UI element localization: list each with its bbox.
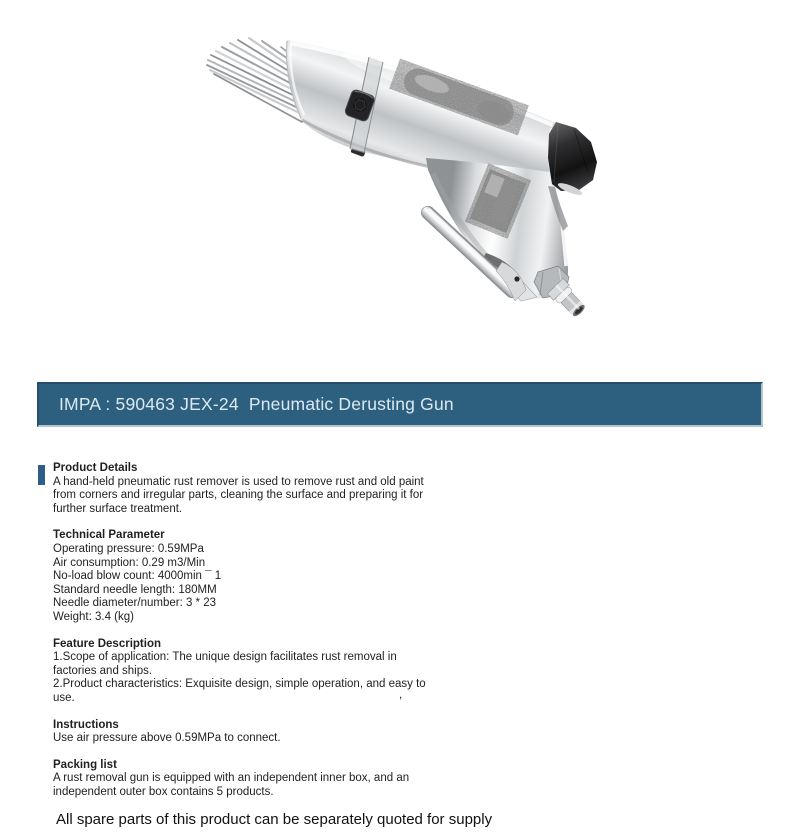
section-heading: Feature Description bbox=[53, 637, 161, 650]
section-heading: Packing list bbox=[53, 758, 117, 771]
section-line: Needle diameter/number: 3 * 23 bbox=[53, 597, 217, 610]
section-packing-list bbox=[53, 759, 453, 800]
section-instructions bbox=[53, 719, 453, 746]
section-line: from corners and irregular parts, cleaning the surface and preparing it for bbox=[53, 489, 424, 502]
section-line: Air consumption: 0.29 m3/Min bbox=[53, 556, 206, 569]
heading-accent-bar bbox=[38, 465, 45, 485]
section-line: Operating pressure: 0.59MPa bbox=[53, 542, 204, 555]
air-inlet-fitting bbox=[534, 266, 589, 321]
section-line: Standard needle length: 180MM bbox=[53, 583, 217, 596]
section-product-details bbox=[53, 462, 453, 516]
section-line: A hand-held pneumatic rust remover is used to remove rust and old paint bbox=[53, 475, 424, 488]
derusting-gun-photo bbox=[150, 10, 650, 370]
section-line: A rust removal gun is equipped with an independent inner box, and an bbox=[53, 772, 410, 785]
stray-mark: , bbox=[399, 689, 403, 701]
product-description bbox=[53, 462, 453, 812]
section-line: Use air pressure above 0.59MPa to connect. bbox=[53, 732, 281, 745]
barrel bbox=[287, 40, 560, 185]
product-image bbox=[150, 10, 650, 370]
section-line: 2.Product characteristics: Exquisite design, simple operation, and easy to bbox=[53, 678, 426, 691]
section-heading: Product Details bbox=[53, 462, 138, 474]
rear-cap bbox=[548, 122, 597, 197]
section-heading: Technical Parameter bbox=[53, 529, 165, 542]
product-title-bar: IMPA : 590463 JEX-24 Pneumatic Derusting Gun bbox=[37, 382, 763, 427]
section-line: No-load blow count: 4000min ¯ 1 bbox=[53, 570, 222, 583]
section-line: Weight: 3.4 (kg) bbox=[53, 610, 134, 623]
section-technical-parameter bbox=[53, 529, 453, 624]
section-line: further surface treatment. bbox=[53, 502, 183, 515]
section-line: factories and ships. bbox=[53, 664, 153, 677]
trigger-pivot-hole bbox=[514, 276, 519, 281]
section-line: use. bbox=[53, 691, 75, 704]
section-line: independent outer box contains 5 products. bbox=[53, 785, 274, 798]
section-feature-description bbox=[53, 638, 453, 706]
section-line: 1.Scope of application: The unique design facilitates rust removal in bbox=[53, 651, 397, 664]
section-heading: Instructions bbox=[53, 718, 119, 731]
spare-parts-note: All spare parts of this product can be separately quoted for supply bbox=[56, 811, 493, 828]
